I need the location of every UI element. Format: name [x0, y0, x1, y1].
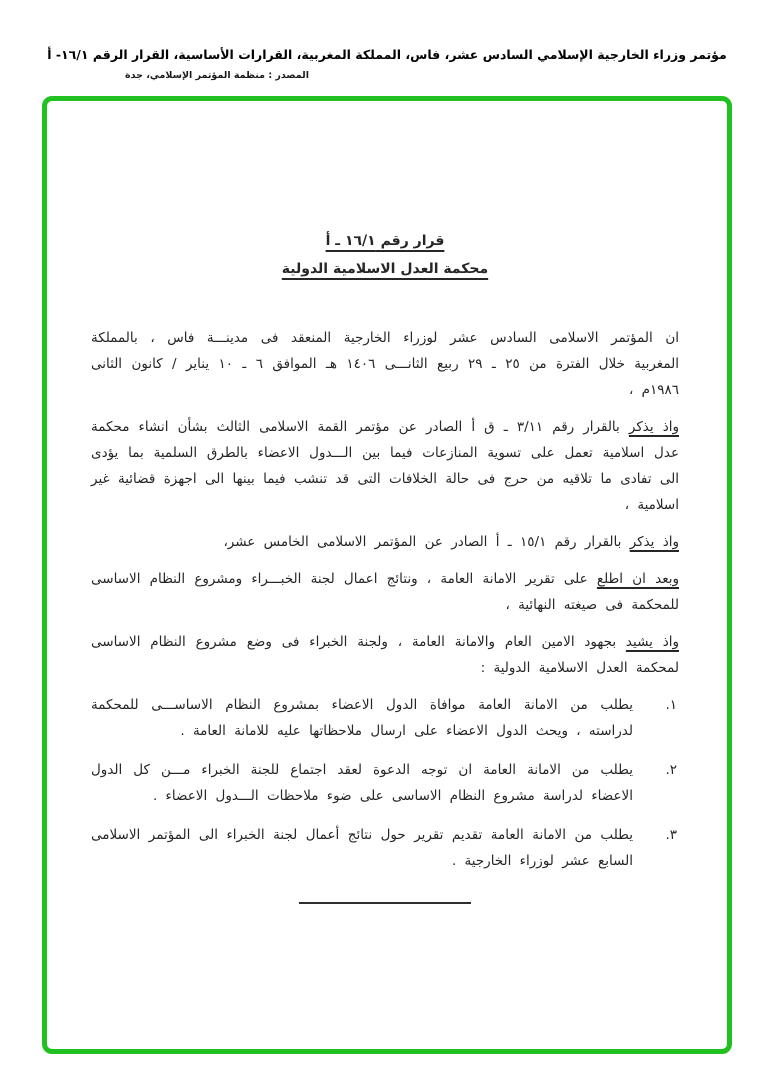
item-text: يطلب من الامانة العامة ان توجه الدعوة لعقد اجتماع للجنة الخبراء مـــن كل الدول الاعضاء لدراسة مشروع النظام الاساسى على ضوء ملاحظات الـــدول الاعضاء .: [91, 762, 633, 804]
operative-items: [91, 692, 679, 874]
resolution-title: [91, 227, 679, 283]
document-header: [0, 0, 774, 81]
item-marker: ٢.: [665, 762, 677, 778]
scan-frame: [42, 96, 732, 1054]
paragraph-text: بالقرار رقم ١٥/١ ـ أ الصادر عن المؤتمر الاسلامى الخامس عشر،: [223, 534, 630, 550]
resolution-subject: محكمة العدل الاسلامية الدولية: [281, 261, 489, 277]
paragraph-lead: واذ يذكر: [628, 419, 680, 435]
operative-item-2: [91, 757, 679, 809]
item-text: يطلب من الامانة العامة موافاة الدول الاعضاء بمشروع النظام الاساســـى للمحكمة لدراسته ، ويحث الدول الاعضاء على ارسال ملاحظاتها عليه للامانة العامة .: [91, 697, 633, 739]
paragraph-text: على تقرير الامانة العامة ، ونتائج اعمال لجنة الخبـــراء ومشروع النظام الاساسى للمحكمة فى صيغته النهائية ،: [91, 571, 679, 613]
paragraph-lead: وبعد ان اطلع: [596, 571, 679, 587]
resolution-number: قرار رقم ١٦/١ ـ أ: [325, 233, 445, 249]
item-marker: ١.: [665, 697, 677, 713]
scanned-document-content: [47, 101, 727, 904]
paragraph-text: ان المؤتمر الاسلامى السادس عشر لوزراء الخارجية المنعقد فى مدينـــة فاس ، بالمملكة المغربية خلال الفترة من ٢٥ ـ ٢٩ ربيع الثانـــى ١٤٠٦ هـ الموافق ٦ ـ ١٠ يناير / كانون الثانى ١٩٨٦م ،: [91, 330, 679, 398]
operative-item-1: [91, 692, 679, 744]
preamble-paragraph-2: [91, 414, 679, 518]
signature-line: [299, 902, 471, 904]
preamble-paragraph-1: [91, 325, 679, 403]
header-source: المصدر : منظمة المؤتمر الإسلامي، جدة: [125, 70, 309, 81]
preamble-paragraph-3: [91, 529, 679, 555]
preamble-paragraph-4: [91, 566, 679, 618]
paragraph-text: بجهود الامين العام والامانة العامة ، ولجنة الخبراء فى وضع مشروع النظام الاساسى لمحكمة العدل الاسلامية الدولية :: [91, 634, 679, 676]
paragraph-lead: واذ يشيد: [625, 634, 679, 650]
item-text: يطلب من الامانة العامة تقديم تقرير حول نتائج أعمال لجنة الخبراء الى المؤتمر الاسلامى السابع عشر لوزراء الخارجية .: [91, 827, 633, 869]
operative-item-3: [91, 822, 679, 874]
paragraph-text: بالقرار رقم ٣/١١ ـ ق أ الصادر عن مؤتمر القمة الاسلامى الثالث بشأن انشاء محكمة عدل اسلامية تعمل على تسوية المنازعات فيما بين الـــدول الاعضاء بالطرق السلمية بما يؤدى الى تفادى ما تلاقيه من حرج فى حالة الخلافات التى قد تنشب فيما بينها الى اجهزة قضائية غير اسلامية ،: [91, 419, 679, 513]
paragraph-lead: واذ يذكر: [629, 534, 679, 550]
item-marker: ٣.: [665, 827, 677, 843]
preamble-paragraph-5: [91, 629, 679, 681]
header-title: مؤتمر وزراء الخارجية الإسلامي السادس عشر، فاس، المملكة المغربية، القرارات الأساسية، القرار الرقم ١٦/١- أ: [47, 47, 727, 62]
